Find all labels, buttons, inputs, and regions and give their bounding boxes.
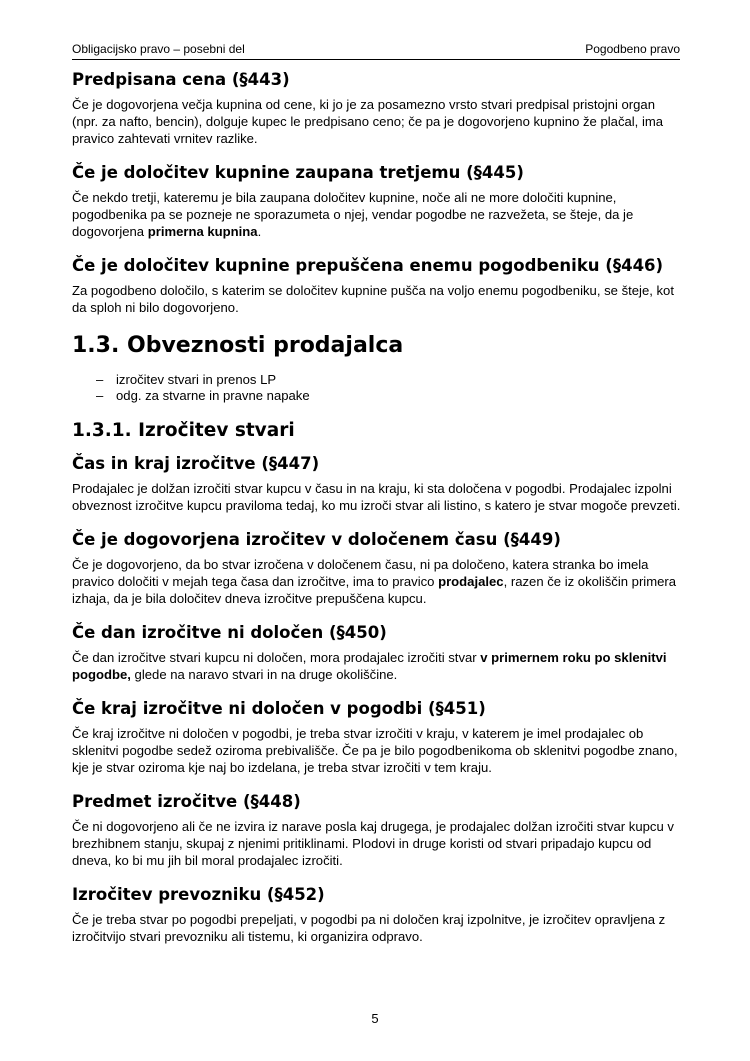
bold-text: prodajalec: [438, 574, 504, 589]
obligations-list: [72, 372, 682, 404]
paragraph-kraj-ni-dolocen: Če kraj izročitve ni določen v pogodbi, je treba stvar izročiti v kraju, v katerem je imel prodajalec ob sklenitvi pogodbe sedež oziroma prebivališče. Če pa je bilo pogodbenikoma ob sklenitvi pogodbe znano, kje je stvar oziroma kje naj bo izdelana, je treba stvar izročiti v tem kraju.: [72, 726, 678, 775]
text-span: Če je dogovorjeno, da bo stvar izročena v določenem času, ni pa določeno, katera stranka bo imela pravico določiti v mejah tega časa dan izročitve, ima to pravico: [72, 557, 649, 589]
paragraph-dan-ni-dolocen: [72, 649, 682, 683]
heading-dolocitev-pogodbeniku: Če je določitev kupnine prepuščena enemu pogodbeniku (§446): [72, 256, 664, 275]
paragraph-dolocitev-tretjemu: [72, 189, 682, 240]
heading-dolocen-cas: Če je dogovorjena izročitev v določenem času (§449): [72, 530, 561, 549]
paragraph-cas-kraj: Prodajalec je dolžan izročiti stvar kupcu v času in na kraju, ki sta določena v pogodbi. Prodajalec izpolni obveznost izročitve kupcu praviloma tedaj, ko mu izroči stvar ali listino, s katero je stvar mogoče prevzeti.: [72, 481, 681, 513]
heading-predmet-izrocitve: Predmet izročitve (§448): [72, 792, 301, 811]
heading-dan-ni-dolocen: Če dan izročitve ni določen (§450): [72, 623, 387, 642]
text-span: , razen če iz okoliščin primera izhaja, da je bila določitev dneva izročitve prepuščena kupcu.: [72, 574, 677, 606]
page-header: [72, 42, 680, 60]
header-left: Obligacijsko pravo – posebni del: [72, 42, 245, 56]
text-span: Če dan izročitve stvari kupcu ni določen, mora prodajalec izročiti stvar: [72, 650, 481, 665]
heading-predpisana-cena: Predpisana cena (§443): [72, 70, 290, 89]
paragraph-dolocen-cas: [72, 556, 682, 607]
paragraph-predpisana-cena: Če je dogovorjena večja kupnina od cene, ki jo je za posamezno vrsto stvari predpisal pristojni organ (npr. za nafto, bencin), dolguje kupec le predpisano ceno; če pa je dogovorjeno kupnino že plačal, ima pravico zahtevati vrnitev razlike.: [72, 97, 664, 146]
paragraph-izrocitev-prevozniku: Če je treba stvar po pogodbi prepeljati, v pogodbi pa ni določen kraj izpolnitve, je izročitev opravljena z izročitvijo stvari prevozniku ali tistemu, ki organizira odpravo.: [72, 912, 666, 944]
paragraph-predmet-izrocitve: Če ni dogovorjeno ali če ne izvira iz narave posla kaj drugega, je prodajalec dolžan izročiti stvar kupcu v brezhibnem stanju, skupaj z njenimi pritiklinami. Plodovi in druge koristi od stvari pripadajo kupcu od dneva, ko bi mu jih bil moral prodajalec izročiti.: [72, 819, 674, 868]
text-span: glede na naravo stvari in na druge okoliščine.: [130, 667, 398, 682]
bold-text: v primernem roku po sklenitvi pogodbe,: [72, 650, 667, 682]
subsection-heading-izrocitev: 1.3.1. Izročitev stvari: [72, 420, 295, 441]
heading-kraj-ni-dolocen: Če kraj izročitve ni določen v pogodbi (§451): [72, 699, 486, 718]
list-item: – izročitev stvari in prenos LP: [96, 372, 682, 388]
bold-text: primerna kupnina: [147, 224, 258, 239]
heading-dolocitev-tretjemu: Če je določitev kupnine zaupana tretjemu (§445): [72, 163, 524, 182]
page-content: [72, 70, 682, 961]
page-number: 5: [371, 1011, 379, 1026]
section-heading-obveznosti: 1.3. Obveznosti prodajalca: [72, 333, 404, 358]
text-span: .: [257, 224, 262, 239]
heading-cas-kraj: Čas in kraj izročitve (§447): [72, 454, 320, 473]
heading-izrocitev-prevozniku: Izročitev prevozniku (§452): [72, 885, 325, 904]
list-item: – odg. za stvarne in pravne napake: [96, 388, 682, 404]
header-right: Pogodbeno pravo: [585, 42, 680, 56]
text-span: Če nekdo tretji, kateremu je bila zaupana določitev kupnine, noče ali ne more določiti kupnine, pogodbenika pa se pozneje ne sporazumeta o njej, vendar pogodbe ne razvežeta, se šteje, da je dogovorjena: [72, 190, 634, 239]
paragraph-dolocitev-pogodbeniku: Za pogodbeno določilo, s katerim se določitev kupnine pušča na voljo enemu pogodbeniku, se šteje, kot da sploh ni bilo dogovorjeno.: [72, 283, 674, 315]
